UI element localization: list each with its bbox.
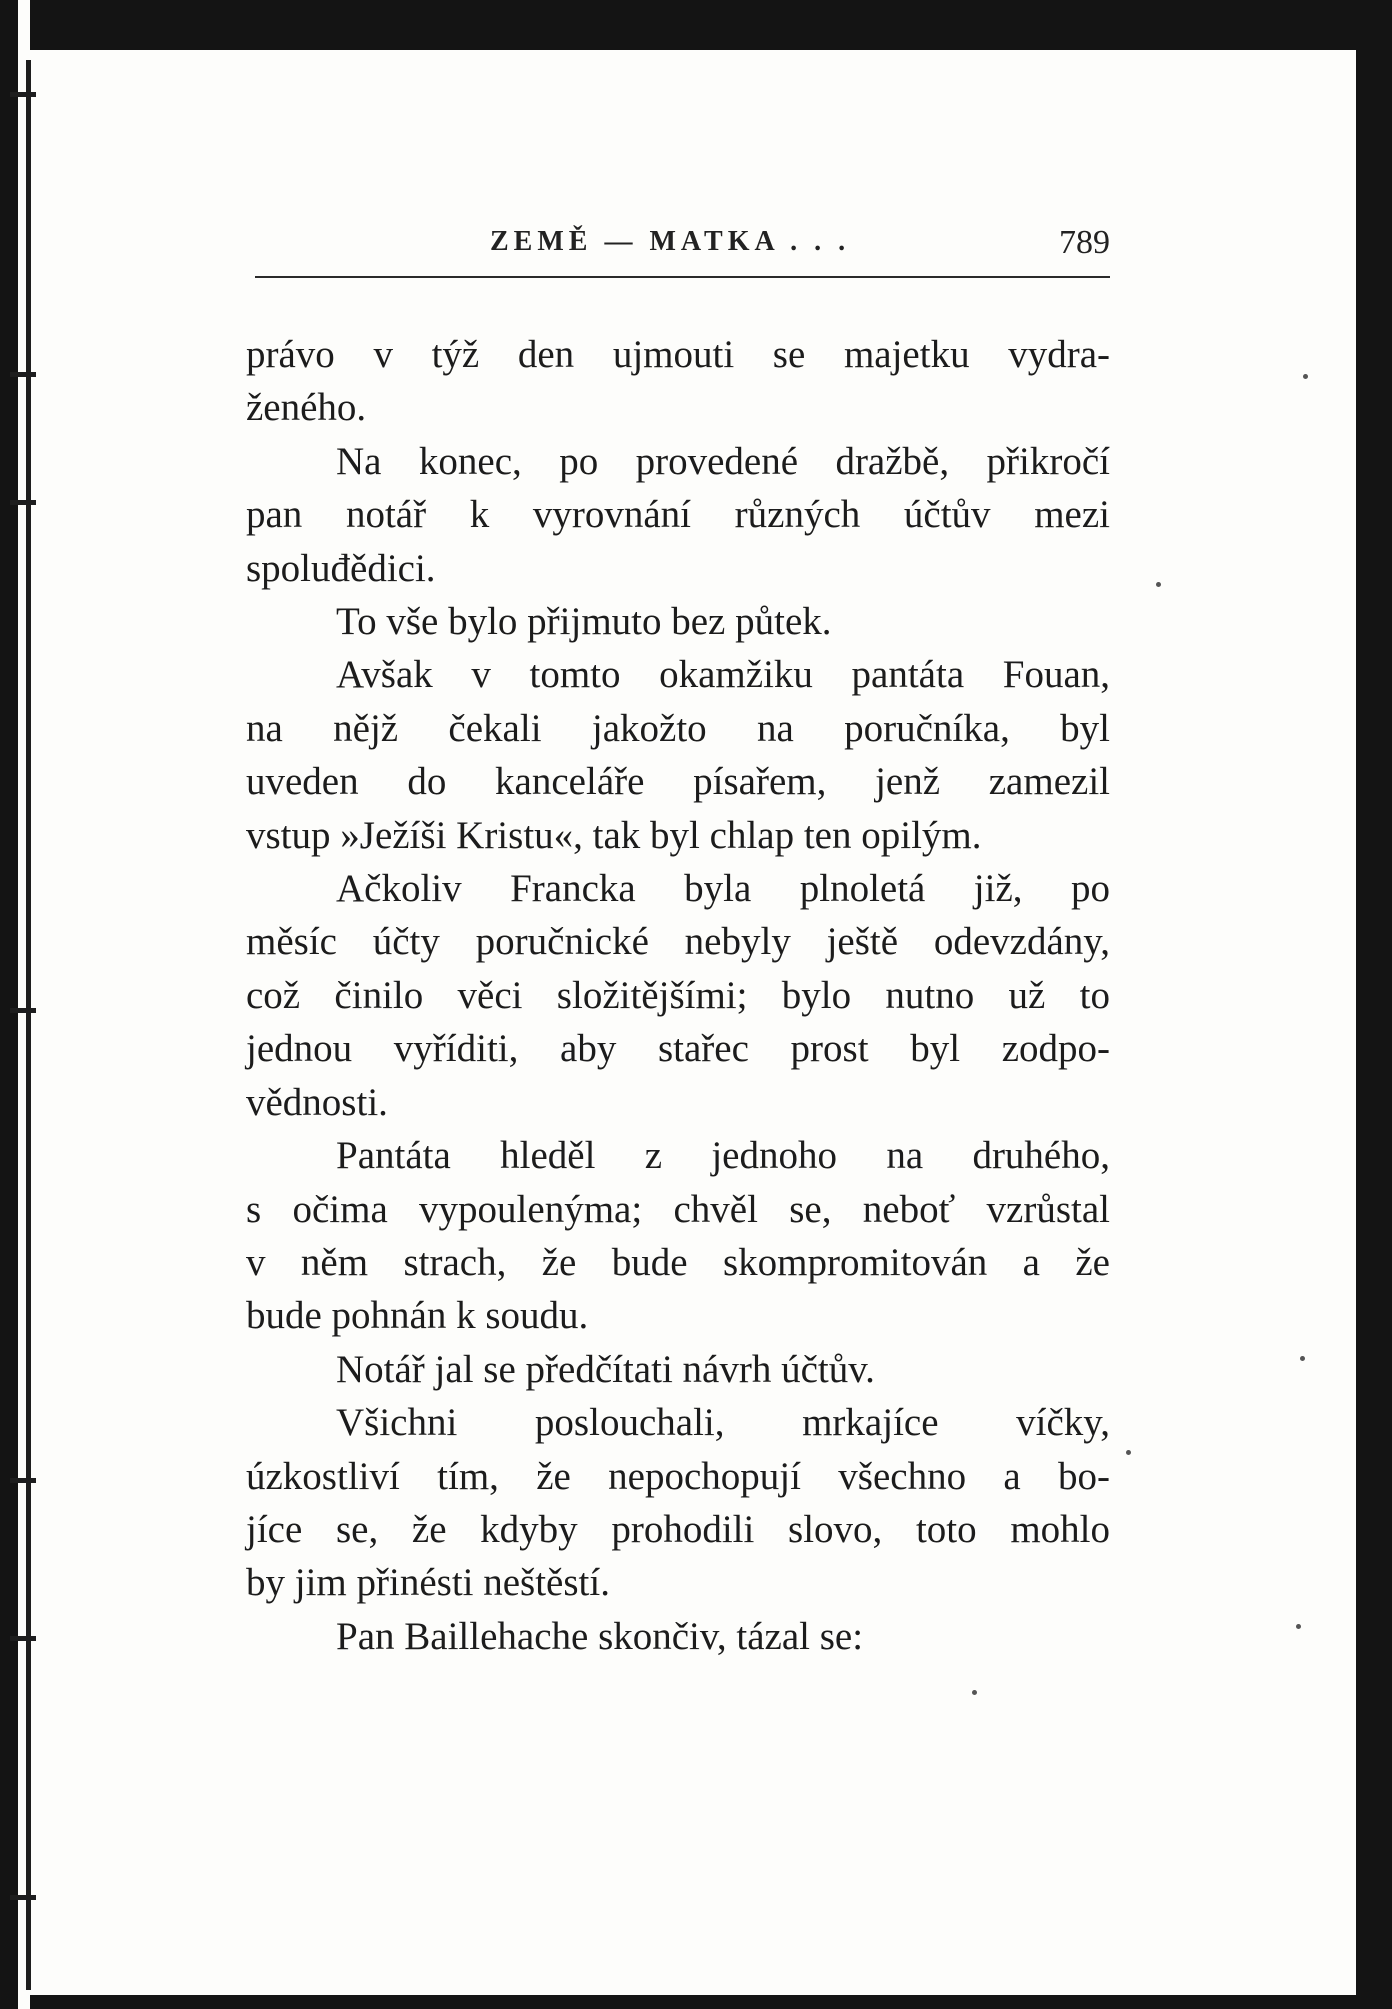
- text-line: v něm strach, že bude skompromitován a že: [246, 1240, 1110, 1284]
- header-rule: [255, 276, 1110, 278]
- binding-mark: [10, 500, 36, 505]
- text-line: pan notář k vyrovnání různých účtův mezi: [246, 493, 1110, 537]
- paper-speck: [1126, 1450, 1131, 1455]
- text-line: Avšak v tomto okamžiku pantáta Fouan,: [336, 653, 1110, 697]
- paragraph: [246, 595, 1110, 648]
- paragraph: [246, 862, 1110, 1129]
- paper-speck: [1303, 374, 1308, 379]
- paper-speck: [1156, 582, 1161, 587]
- paragraph: [246, 328, 1110, 435]
- binding-mark: [10, 1008, 36, 1013]
- binding-mark: [10, 1636, 36, 1641]
- text-line: Ačkoliv Francka byla plnoletá již, po: [336, 867, 1110, 911]
- text-line: jíce se, že kdyby prohodili slovo, toto mohlo: [246, 1507, 1110, 1551]
- text-line: To vše bylo přijmuto bez půtek.: [336, 600, 832, 644]
- text-line: s očima vypoulenýma; chvěl se, neboť vzrůstal: [246, 1187, 1110, 1231]
- text-line: spoluđědici.: [246, 546, 436, 590]
- paragraph: [246, 1396, 1110, 1610]
- text-line: na nějž čekali jakožto na poručníka, byl: [246, 706, 1110, 750]
- page-header: [255, 226, 1110, 272]
- text-line: úzkostliví tím, že nepochopují všechno a bo-: [246, 1454, 1110, 1498]
- text-line: měsíc účty poručnické nebyly ještě odevzdány,: [246, 920, 1110, 964]
- text-line: jednou vyříditi, aby stařec prost byl zodpo-: [246, 1027, 1110, 1071]
- text-line: by jim přinésti neštěstí.: [246, 1561, 610, 1605]
- text-line: Pantáta hleděl z jednoho na druhého,: [336, 1134, 1110, 1178]
- binding-mark: [10, 1478, 36, 1483]
- text-line: Notář jal se předčítati návrh účtův.: [336, 1347, 875, 1391]
- body-text: [246, 328, 1110, 1663]
- binding-mark: [10, 92, 36, 97]
- text-line: vstup »Ježíši Kristu«, tak byl chlap ten opilým.: [246, 813, 982, 857]
- text-line: ženého.: [246, 386, 367, 430]
- text-line: vědnosti.: [246, 1080, 388, 1124]
- text-line: což činilo věci složitějšími; bylo nutno už to: [246, 973, 1110, 1017]
- paragraph: [246, 1343, 1110, 1396]
- paper-speck: [1296, 1624, 1301, 1629]
- binding-mark: [10, 372, 36, 377]
- text-line: Všichni poslouchali, mrkajíce víčky,: [336, 1401, 1110, 1445]
- page-number: 789: [1059, 224, 1110, 261]
- paper-speck: [1300, 1356, 1305, 1361]
- text-line: Pan Baillehache skončiv, tázal se:: [336, 1614, 864, 1658]
- text-line: Na konec, po provedené dražbě, přikročí: [336, 439, 1110, 483]
- paper-speck: [972, 1690, 977, 1695]
- paragraph: [246, 435, 1110, 595]
- running-title: ZEMĚ — MATKA . . .: [490, 226, 851, 257]
- paragraph: [246, 1610, 1110, 1663]
- text-line: uveden do kanceláře písařem, jenž zamezil: [246, 760, 1110, 804]
- page-right-edge: [1356, 0, 1392, 2009]
- binding-mark: [10, 1895, 36, 1900]
- binding-line: [26, 60, 31, 1990]
- text-line: právo v týž den ujmouti se majetku vydra-: [246, 333, 1110, 376]
- paragraph: [246, 648, 1110, 862]
- text-line: bude pohnán k soudu.: [246, 1294, 589, 1338]
- paragraph: [246, 1129, 1110, 1343]
